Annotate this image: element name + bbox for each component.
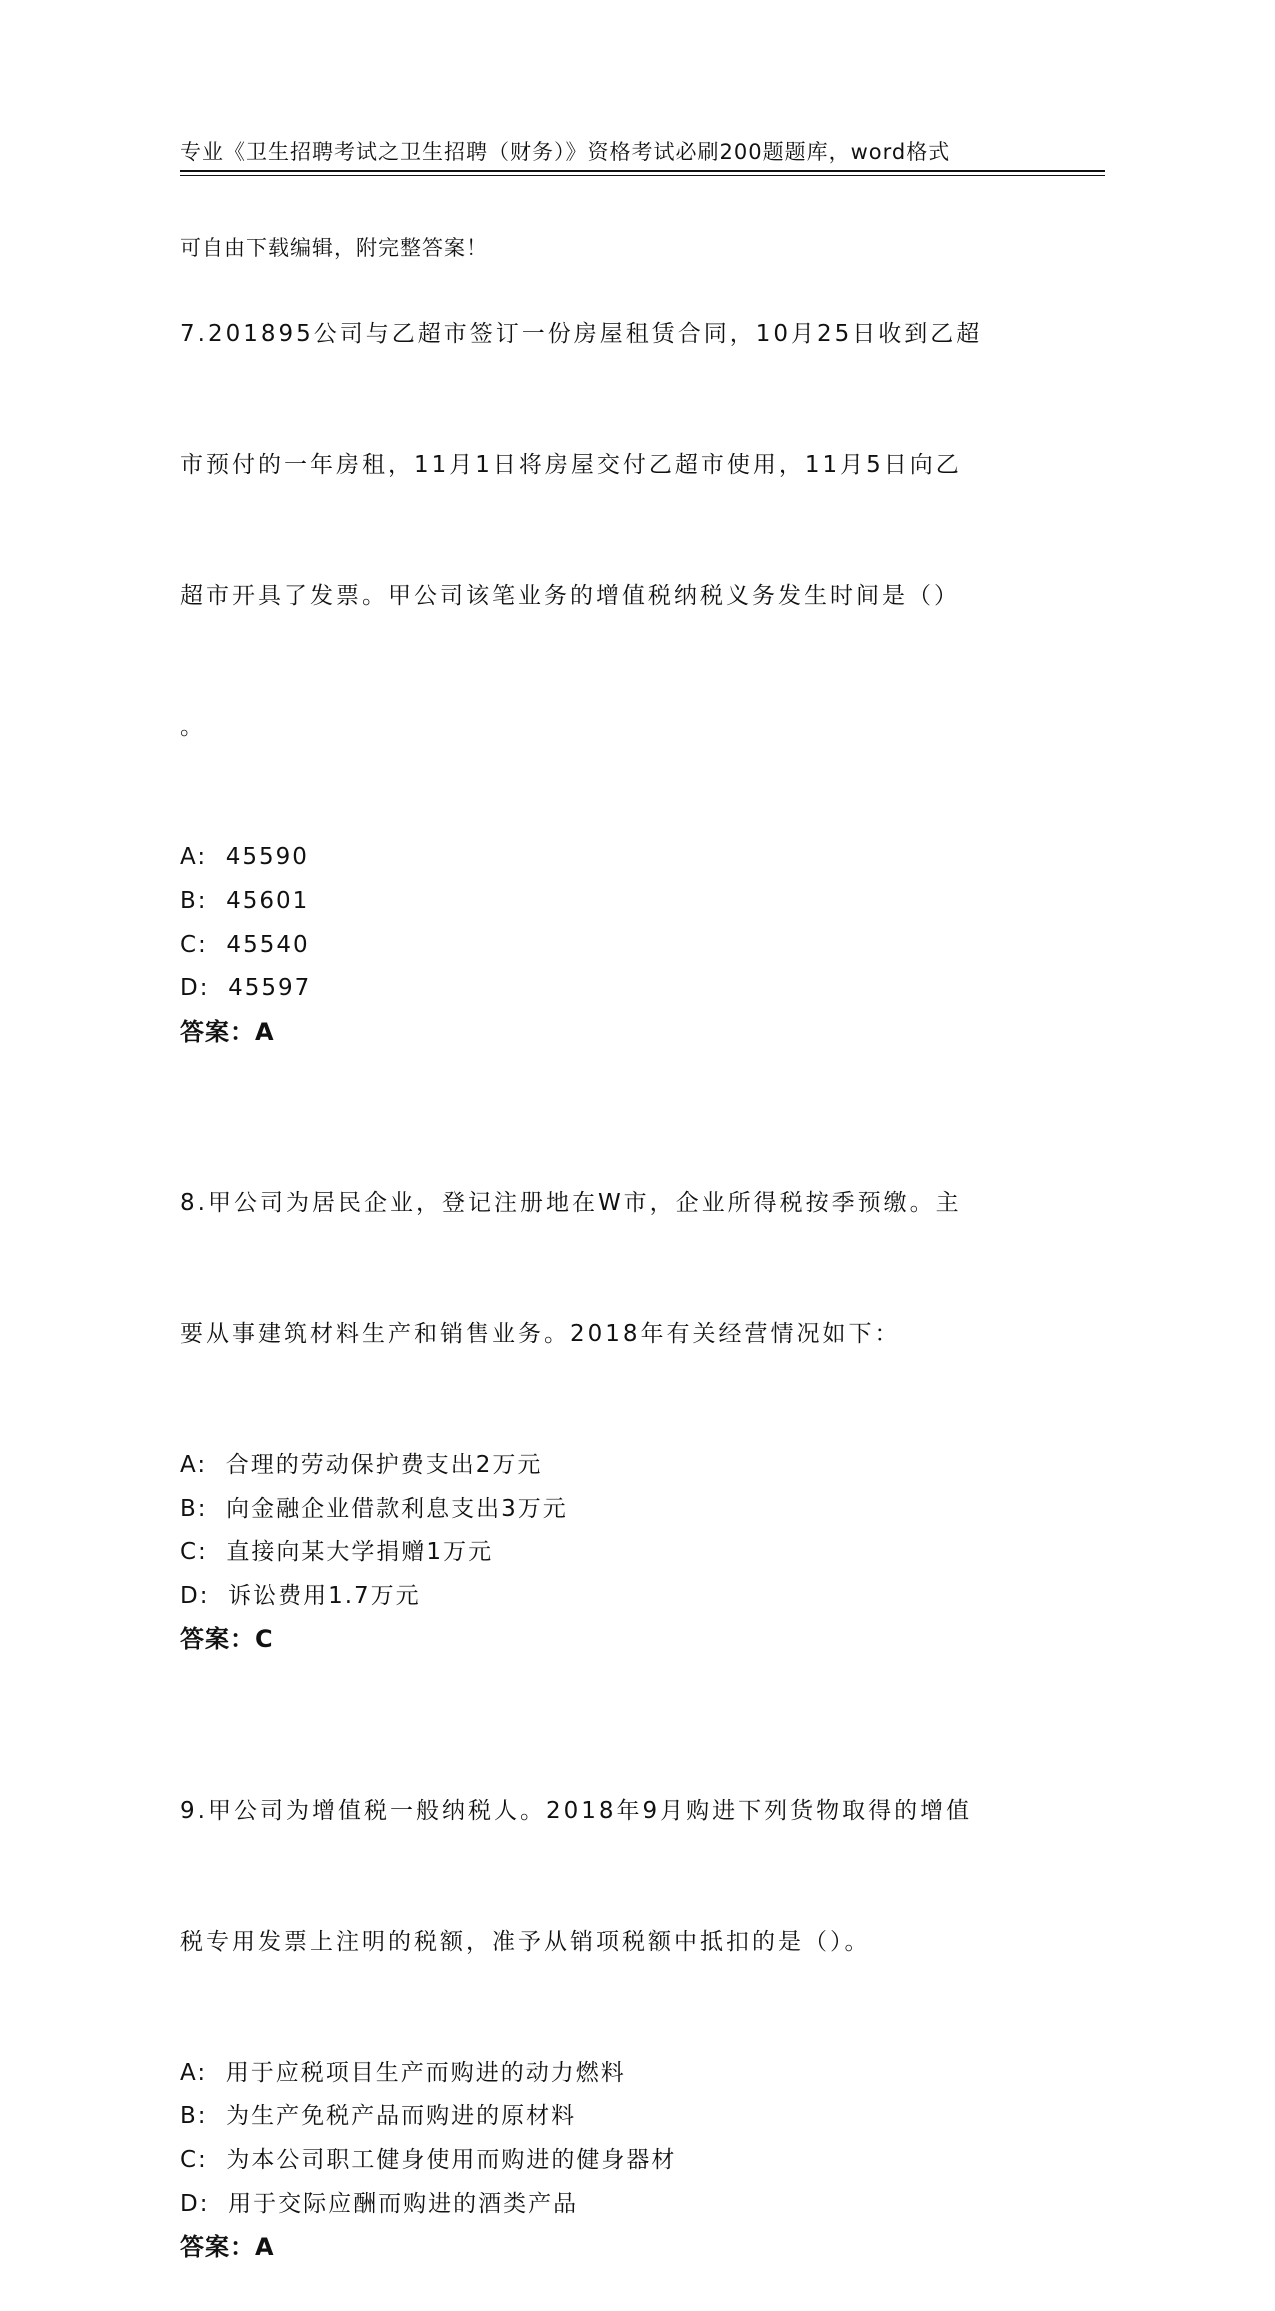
header-divider-thick [180, 170, 1105, 172]
option-c: C: 为本公司职工健身使用而购进的健身器材 [180, 2146, 677, 2173]
question-9 [180, 1703, 1040, 2270]
stem-line: 市预付的一年房租，11月1日将房屋交付乙超市使用，11月5日向乙 [180, 451, 962, 478]
header-divider-thin [180, 175, 1105, 176]
answer-label: 答案：A [180, 1017, 275, 1046]
header-line-2: 可自由下载编辑，附完整答案！ [180, 236, 488, 260]
stem-line: 超市开具了发票。甲公司该笔业务的增值税纳税义务发生时间是（） [180, 582, 960, 609]
option-d: D: 用于交际应酬而购进的酒类产品 [180, 2190, 579, 2217]
option-b: B: 为生产免税产品而购进的原材料 [180, 2103, 577, 2130]
stem-line: 。 [180, 713, 206, 740]
question-stem [180, 1095, 1040, 1444]
stem-line: 9.甲公司为增值税一般纳税人。2018年9月购进下列货物取得的增值 [180, 1798, 973, 1825]
question-stem [180, 226, 1040, 836]
stem-line: 要从事建筑材料生产和销售业务。2018年有关经营情况如下： [180, 1321, 901, 1348]
option-a: A: 用于应税项目生产而购进的动力燃料 [180, 2059, 626, 2086]
answer-label: 答案：C [180, 1625, 274, 1654]
stem-line: 7.201895公司与乙超市签订一份房屋租赁合同，10月25日收到乙超 [180, 321, 983, 348]
option-b: B: 45601 [180, 887, 310, 914]
option-a: A: 45590 [180, 844, 309, 871]
question-7 [180, 226, 1040, 1054]
option-a: A: 合理的劳动保护费支出2万元 [180, 1452, 543, 1479]
answer-label: 答案：A [180, 2233, 275, 2262]
option-d: D: 45597 [180, 975, 312, 1002]
option-b: B: 向金融企业借款利息支出3万元 [180, 1495, 568, 1522]
question-stem [180, 1703, 1040, 2052]
question-8 [180, 1095, 1040, 1662]
stem-line: 8.甲公司为居民企业，登记注册地在W市，企业所得税按季预缴。主 [180, 1190, 962, 1217]
question-list [180, 226, 1040, 2311]
option-c: C: 45540 [180, 931, 310, 958]
stem-line: 税专用发票上注明的税额，准予从销项税额中抵扣的是（）。 [180, 1928, 871, 1955]
option-c: C: 直接向某大学捐赠1万元 [180, 1539, 494, 1566]
option-d: D: 诉讼费用1.7万元 [180, 1582, 421, 1609]
header-line-1: 专业《卫生招聘考试之卫生招聘（财务）》资格考试必刷200题题库，word格式 [180, 140, 951, 164]
